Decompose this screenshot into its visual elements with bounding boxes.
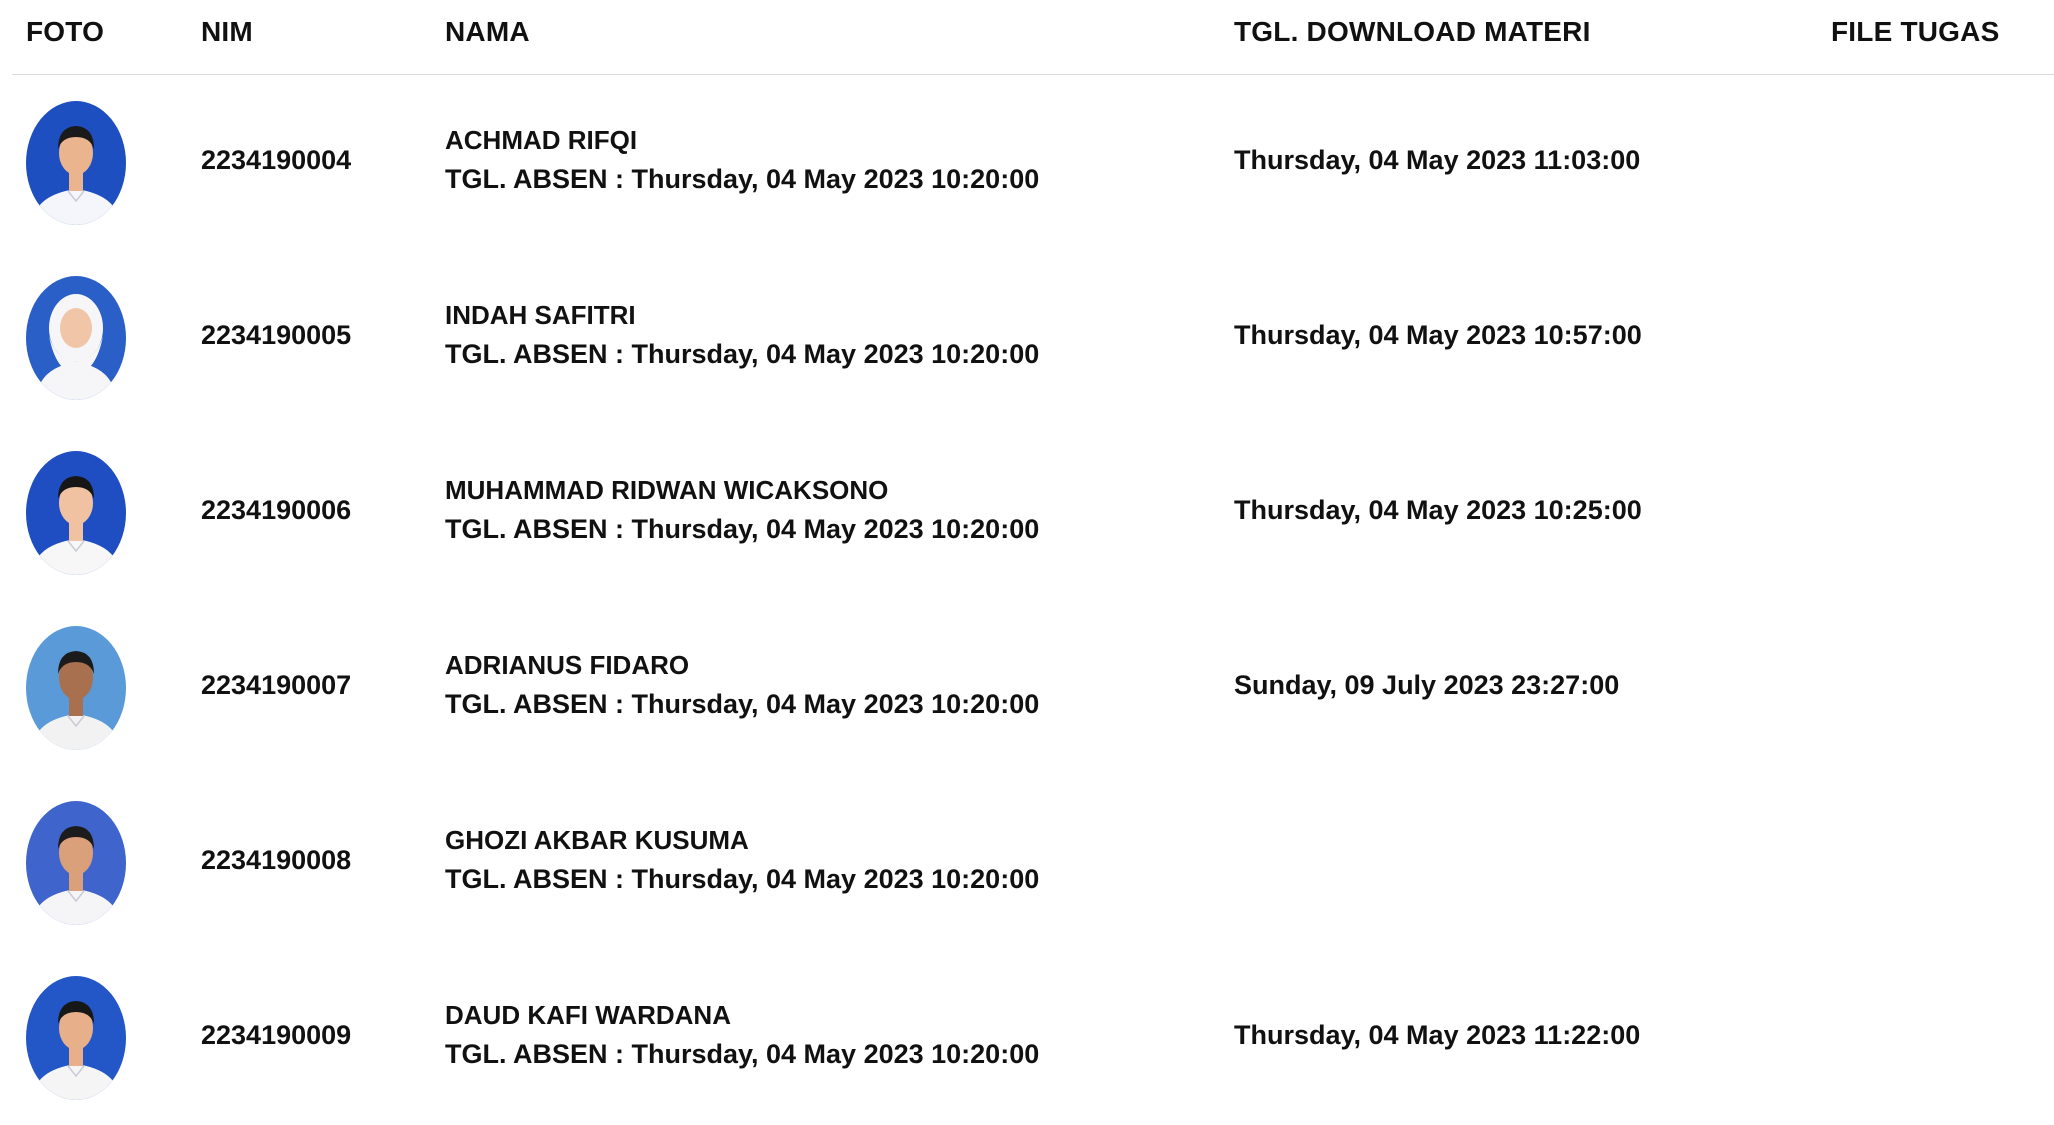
header-foto: FOTO [26,16,105,47]
table-row [12,775,2054,950]
student-nim: 2234190005 [201,320,352,350]
download-timestamp: Thursday, 04 May 2023 11:22:00 [1234,1020,1641,1050]
student-name: ACHMAD RIFQI [445,125,638,155]
download-timestamp: Thursday, 04 May 2023 10:25:00 [1234,495,1642,525]
header-nama: NAMA [445,16,530,47]
student-nim: 2234190004 [201,145,352,175]
student-name: MUHAMMAD RIDWAN WICAKSONO [445,475,889,505]
table-body [12,75,2054,1125]
student-nim: 2234190008 [201,845,352,875]
table-row [12,75,2054,250]
student-photo [26,101,126,225]
table-row [12,425,2054,600]
table-header [12,0,2054,75]
table-row [12,250,2054,425]
header-tgl-download: TGL. DOWNLOAD MATERI [1234,16,1591,47]
absen-timestamp: TGL. ABSEN : Thursday, 04 May 2023 10:20:00 [445,689,1040,719]
download-timestamp: Thursday, 04 May 2023 11:03:00 [1234,145,1641,175]
table-row [12,950,2054,1125]
student-nim: 2234190006 [201,495,352,525]
absen-timestamp: TGL. ABSEN : Thursday, 04 May 2023 10:20:00 [445,164,1040,194]
header-file-tugas: FILE TUGAS [1831,16,2000,47]
student-photo [26,626,126,750]
download-timestamp: Thursday, 04 May 2023 10:57:00 [1234,320,1642,350]
student-photo [26,976,126,1100]
student-name: INDAH SAFITRI [445,300,636,330]
download-timestamp: Sunday, 09 July 2023 23:27:00 [1234,670,1620,700]
header-nim: NIM [201,16,253,47]
absen-timestamp: TGL. ABSEN : Thursday, 04 May 2023 10:20:00 [445,339,1040,369]
student-name: ADRIANUS FIDARO [445,650,690,680]
absen-timestamp: TGL. ABSEN : Thursday, 04 May 2023 10:20:00 [445,1039,1040,1069]
student-nim: 2234190009 [201,1020,352,1050]
attendance-table [12,0,2054,1125]
table-row [12,600,2054,775]
student-nim: 2234190007 [201,670,352,700]
student-name: DAUD KAFI WARDANA [445,1000,731,1030]
absen-timestamp: TGL. ABSEN : Thursday, 04 May 2023 10:20:00 [445,514,1040,544]
student-photo [26,451,126,575]
absen-timestamp: TGL. ABSEN : Thursday, 04 May 2023 10:20:00 [445,864,1040,894]
student-photo [26,276,126,400]
student-name: GHOZI AKBAR KUSUMA [445,825,749,855]
student-photo [26,801,126,925]
